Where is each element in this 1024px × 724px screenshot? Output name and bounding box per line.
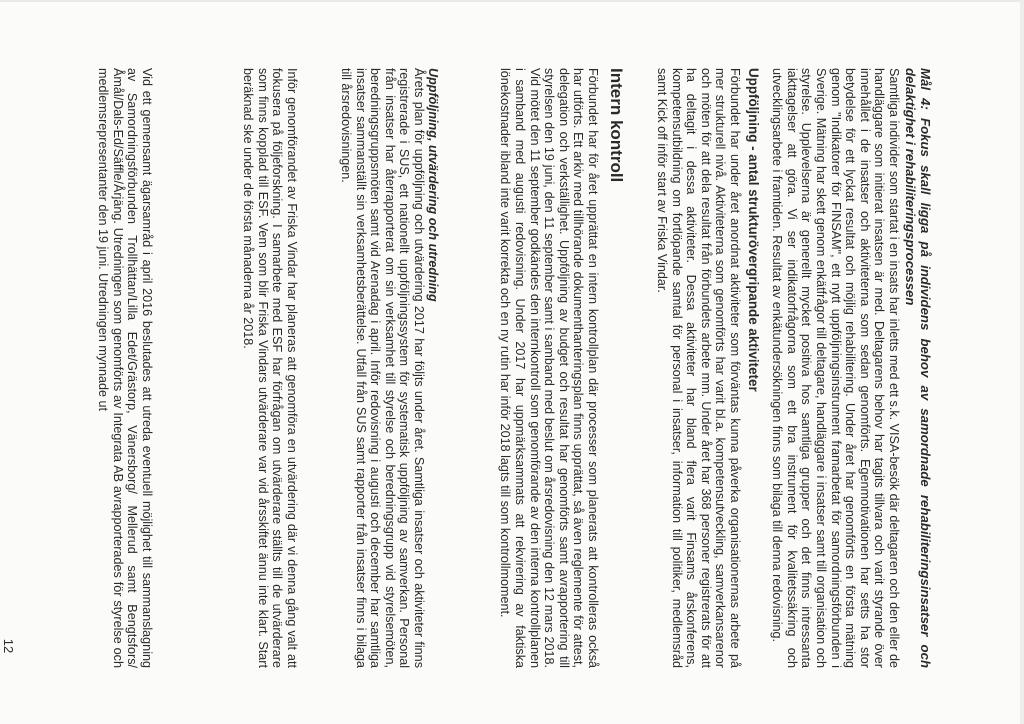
paragraph-forbundet-kontroll <box>498 68 600 668</box>
paragraph-text: Inför genomförandet av Friska Vindar har planeras att genomföra en utvärdering där vi denna gång valt att fokusera på följeforskning. I samarbete med ESF har förfrågan om utvärderare ställts till de utvärderare som finns kopplad till ESF. Vem som blir Friska Vindars utvärderare var vid årsskiftet ännu inte klart. Start beräknad ske under de första månaderna år 2018. <box>241 68 299 668</box>
heading-uppfoljning-utvardering: Uppföljning, utvärdering och utredning <box>426 68 440 302</box>
page-number: 12 <box>1 638 16 654</box>
paragraph-text: Årets plan för uppföljning och utvärdering 2017 har följts under året. Samtliga insatser och aktiviteter finns registrerade i SUS, ett nationellt uppföljningssystem för systematisk uppföljning av samverkan. Personal från insatser har återrapporterat om sin verksamhet till styrelse och beredningsgrupp vid styrelsemöten, beredningsgruppsmöten samt vid Arenadag i april. Inför redovisning i augusti och december har samtliga insatser sammanställt sin verksamhetsberättelse. Utfall från SUS samt rapporter från insatser finns i bilaga till årsredovisningen. <box>339 68 426 668</box>
paragraph-text: Förbundet har under året anordnat aktiviteter som förväntas kunna påverka organisationernas arbete på mer strukturell nivå. Aktiviteterna som genomförts har varit bl.a. kompetensutveckling, samverkansarenor och möten för att dela resultat från förbundets arbete mm. Under året har 368 personer registrerats för att ha deltagit i dessa aktiviteter. Dessa aktiviteter har bland flera varit Finsams årskonferens, kompetensutbildning om fortlöpande samtal för personal i insatser, information till politiker, medlemsråd samt Kick off inför start av Friska Vindar. <box>655 68 742 668</box>
paragraph-forbundet-aktiviteter <box>654 68 742 668</box>
paragraph-text: Samtliga individer som startat i en insats har inletts med ett s.k. VISA-besök där deltagaren och den eller de handläggare som initierat insatsen är med. Deltagarens behov har tagits tillvara och varit styrande över innehållet i de insatser och aktiviteterna som sedan genomförts. Egenmotivationen har setts ha stor betydelse för ett lyckat resultat och möjlig rehabilitering. Under året har genomförts en första mätning genom "Indikatorer för FINSAM", ett nytt uppföljningsinstrument framarbetat för samordningsförbunden i Sverige. Mätning har skett genom enkätfrågor till deltagare, handläggare i insatser samt till organisation och styrelse. Upplevelserna är generellt mycket positiva hos samtliga grupper och det finns intressanta iakttagelser att göra. Vi ser indikatorfrågorna som ett bra instrument för kvalitetssäkring och utvecklingsarbete i framtiden. Resultat av enkätundersökningen finns som bilaga till denna redovisning. <box>770 68 901 668</box>
paragraph-text: Förbundet har för året upprättat en intern kontrollplan där processer som planerats att kontrolleras också har utförts. Ett arkiv med tillhörande dokumenthanteringsplan finns upprättat, så även reglemente för attest, delegation och verkställighet. Uppföljning av budget och resultat har genomförts samt avrapportering till styrelsen den 19 juni, den 11 september samt i samband med beslut om årsredovisning den 12 mars 2018. Vid mötet den 11 september godkändes den internkontroll som genomförande av den interna kontrollplanen i samband med augusti redovisning. Under 2017 har uppmärksammats att rekvirering av faktiska lönekostnader ibland inte varit korrekta och en ny rutin har inför 2018 lagts till som kontrollmoment. <box>498 68 600 668</box>
heading-intern-kontroll: Intern kontroll <box>607 68 626 183</box>
paragraph-text: Vid ett gemensamt ägarsamråd i april 2016 beslutades att utreda eventuell möjlighet till sammanslagning av Samordningsförbunden Trollhättan/Lilla Edet/Grästorp, Vänersborg/ Mellerud samt Bengtsfors/Åmål/Dals-Ed/Säffle/Årjäng. Utredningen som genomförts av Integrata AB avrapporterades för styrelse och medlemsrepresentanter den 19 juni. Utredningen mynnade ut <box>96 68 154 668</box>
heading-uppfoljning-antal: Uppföljning - antal strukturövergripande aktiviteter <box>746 68 761 392</box>
goal-heading: Mål 4: Fokus skall ligga på individens behov av samordnade rehabiliteringsinsatser och delaktighet i rehabiliteringsprocessen <box>903 68 933 668</box>
paragraph-samtliga <box>770 68 901 668</box>
paragraph-agarsamrad <box>96 68 154 668</box>
paragraph-infor-friska-vindar <box>241 68 299 668</box>
paragraph-arets-plan <box>338 68 426 668</box>
